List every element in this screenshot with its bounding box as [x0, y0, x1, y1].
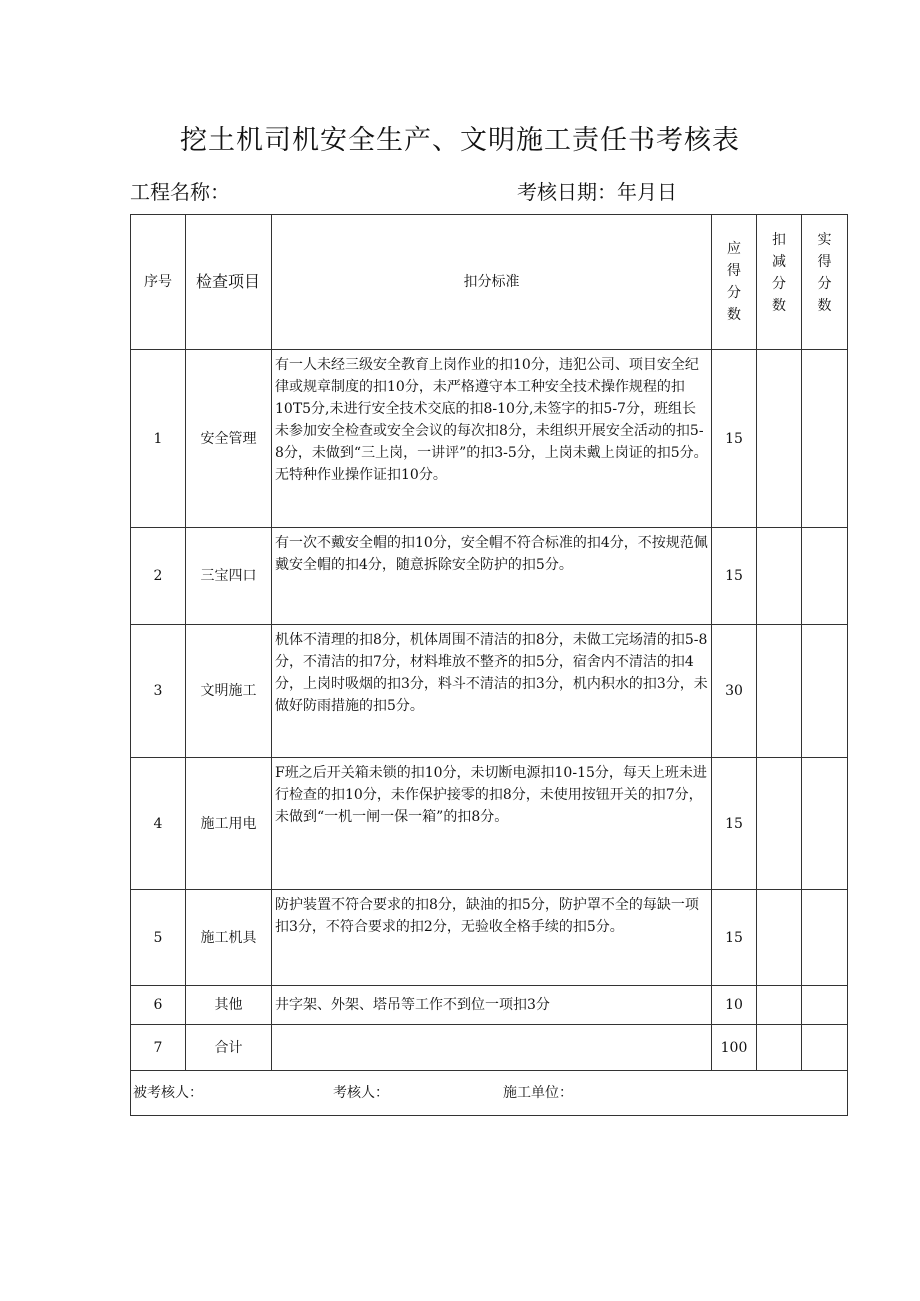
table-row [131, 1025, 848, 1071]
row-deduct-cell [757, 890, 802, 986]
signature-row [131, 1071, 848, 1116]
row-deduct-cell [757, 758, 802, 890]
row-deduct-cell [757, 1025, 802, 1071]
document-title: 挖土机司机安全生产、文明施工责任书考核表 [180, 125, 740, 156]
row-actual-cell [802, 758, 848, 890]
construction-unit-label: 施工单位： [503, 1085, 573, 1101]
row-score: 15 [712, 758, 757, 890]
row-actual-cell [802, 350, 848, 528]
row-seq: 2 [131, 528, 186, 625]
table-row [131, 986, 848, 1025]
row-item: 安全管理 [186, 350, 272, 528]
examiner-label: 考核人： [333, 1085, 389, 1101]
table-row [131, 890, 848, 986]
row-item: 施工用电 [186, 758, 272, 890]
row-actual-cell [802, 528, 848, 625]
row-score: 10 [712, 986, 757, 1025]
row-actual-cell [802, 890, 848, 986]
row-deduct-cell [757, 350, 802, 528]
row-deduct-cell [757, 625, 802, 758]
header-actual: 实得分数 [817, 232, 832, 314]
examinee-label: 被考核人： [133, 1085, 203, 1101]
table-row [131, 758, 848, 890]
row-standard: 井字架、外架、塔吊等工作不到位一项扣3分 [272, 986, 712, 1025]
row-standard: F班之后开关箱未锁的扣10分，未切断电源扣10-15分，每天上班未进行检查的扣10分，未作保护接零的扣8分，未使用按钮开关的扣7分，未做到“一机一闸一保一箱”的扣8分。 [272, 758, 712, 890]
row-item: 其他 [186, 986, 272, 1025]
row-score: 30 [712, 625, 757, 758]
row-standard: 防护装置不符合要求的扣8分，缺油的扣5分，防护罩不全的每缺一项扣3分，不符合要求的扣2分，无验收全格手续的扣5分。 [272, 890, 712, 986]
row-item: 三宝四口 [186, 528, 272, 625]
row-deduct-cell [757, 528, 802, 625]
row-score: 15 [712, 528, 757, 625]
header-item: 检查项目 [186, 215, 272, 350]
table-row [131, 625, 848, 758]
row-item: 文明施工 [186, 625, 272, 758]
header-seq: 序号 [131, 215, 186, 350]
row-actual-cell [802, 1025, 848, 1071]
row-score: 15 [712, 890, 757, 986]
row-seq: 6 [131, 986, 186, 1025]
row-item: 施工机具 [186, 890, 272, 986]
row-standard: 有一人未经三级安全教育上岗作业的扣10分，违犯公司、项目安全纪律或规章制度的扣10分，未严格遵守本工种安全技术操作规程的扣10T5分,未进行安全技术交底的扣8-10分,未签字的扣5-7分，班组长未参加安全检查或安全会议的每次扣8分，未组织开展安全活动的扣5-8分，未做到“三上岗，一讲评”的扣3-5分，上岗未戴上岗证的扣5分。无特种作业操作证扣10分。 [272, 350, 712, 528]
row-actual-cell [802, 986, 848, 1025]
row-seq: 5 [131, 890, 186, 986]
header-standard: 扣分标准 [272, 215, 712, 350]
table-row [131, 350, 848, 528]
row-standard: 有一次不戴安全帽的扣10分，安全帽不符合标准的扣4分，不按规范佩戴安全帽的扣4分，随意拆除安全防护的扣5分。 [272, 528, 712, 625]
header-full-score: 应得分数 [727, 241, 741, 323]
row-score: 100 [712, 1025, 757, 1071]
row-deduct-cell [757, 986, 802, 1025]
header-deduct: 扣减分数 [772, 232, 786, 314]
row-score: 15 [712, 350, 757, 528]
assessment-table [130, 214, 848, 1116]
table-row [131, 528, 848, 625]
row-item: 合计 [186, 1025, 272, 1071]
table-header-row [131, 215, 848, 350]
row-seq: 4 [131, 758, 186, 890]
row-seq: 7 [131, 1025, 186, 1071]
row-standard [272, 1025, 712, 1071]
check-date-label: 考核日期：年月日 [517, 180, 677, 204]
row-actual-cell [802, 625, 848, 758]
row-seq: 1 [131, 350, 186, 528]
row-seq: 3 [131, 625, 186, 758]
row-standard: 机体不清理的扣8分，机体周围不清洁的扣8分，未做工完场清的扣5-8分，不清洁的扣7分，材料堆放不整齐的扣5分，宿舍内不清洁的扣4分，上岗时吸烟的扣3分，料斗不清洁的扣3分，机内积水的扣3分，未做好防雨措施的扣5分。 [272, 625, 712, 758]
project-name-label: 工程名称： [130, 180, 230, 204]
